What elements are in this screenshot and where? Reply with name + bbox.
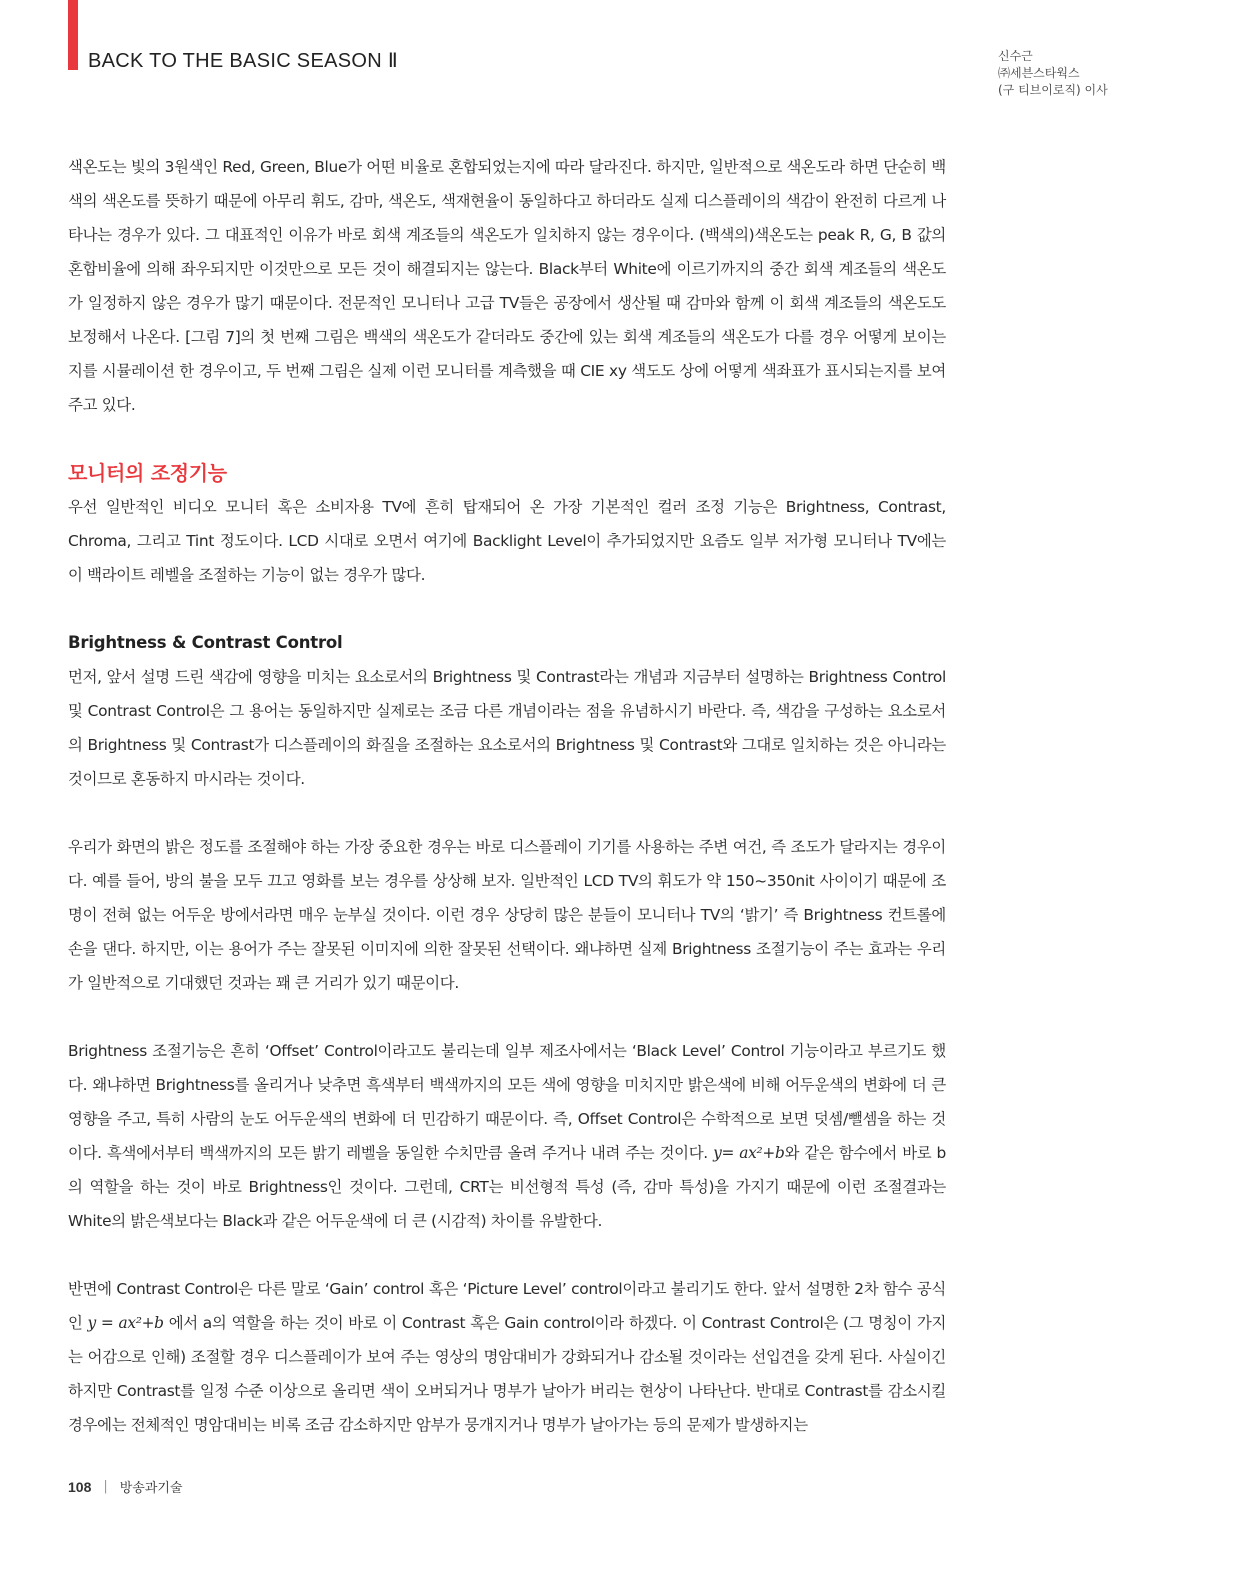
formula: y= ax²+b [713, 1144, 785, 1162]
brightness-contrast-paragraph-3 [68, 1034, 946, 1238]
intro-paragraph: 색온도는 빛의 3원색인 Red, Green, Blue가 어떤 비율로 혼합되었는지에 따라 달라진다. 하지만, 일반적으로 색온도라 하면 단순히 백색의 색온도를 뜻하기 때문에 아무리 휘도, 감마, 색온도, 색재현율이 동일하다고 하더라도 실제 디스플레이의 색감이 완전히 다르게 나타나는 경우가 있다. 그 대표적인 이유가 바로 회색 계조들의 색온도가 일치하지 않는 경우이다. (백색의)색온도는 peak R, G, B 값의 혼합비율에 의해 좌우되지만 이것만으로 모든 것이 해결되지는 않는다. Black부터 White에 이르기까지의 중간 회색 계조들의 색온도가 일정하지 않은 경우가 많기 때문이다. 전문적인 모니터나 고급 TV들은 공장에서 생산될 때 감마와 함께 이 회색 계조들의 색온도도 보정해서 나온다. [그림 7]의 첫 번째 그림은 백색의 색온도가 같더라도 중간에 있는 회색 계조들의 색온도가 다를 경우 어떻게 보이는 지를 시뮬레이션 한 경우이고, 두 번째 그림은 실제 이런 모니터를 계측했을 때 CIE xy 색도도 상에 어떻게 색좌표가 표시되는지를 보여 주고 있다. [68, 158, 946, 414]
paragraph-text: 에서 a의 역할을 하는 것이 바로 이 Contrast 혹은 Gain control이라 하겠다. 이 Contrast Control은 (그 명칭이 가지는 어감으로 인해) 조절할 경우 디스플레이가 보여 주는 영상의 명암대비가 강화되거나 감소될 것이라는 선입견을 갖게 된다. 사실이긴 하지만 Contrast를 일정 수준 이상으로 올리면 색이 오버되거나 명부가 날아가 버리는 현상이 나타난다. 반대로 Contrast를 감소시킬 경우에는 전체적인 명암대비는 비록 조금 감소하지만 암부가 뭉개지거나 명부가 날아가는 등의 문제가 발생하지는 [68, 1314, 947, 1434]
series-title: BACK TO THE BASIC SEASON Ⅱ [88, 50, 398, 72]
article-body [68, 150, 946, 1442]
author-name: 신수근 [998, 49, 1033, 63]
page-number: 108 [68, 1478, 92, 1495]
subsection-title: Brightness & Contrast Control [68, 633, 343, 652]
brightness-contrast-paragraph-1: 먼저, 앞서 설명 드린 색감에 영향을 미치는 요소로서의 Brightness 및 Contrast라는 개념과 지금부터 설명하는 Brightness Control 및 Contrast Control은 그 용어는 동일하지만 실제로는 조금 다른 개념이라는 점을 유념하시기 바란다. 즉, 색감을 구성하는 요소로서의 Brightness 및 Contrast가 디스플레이의 화질을 조절하는 요소로서의 Brightness 및 Contrast와 그대로 일치하는 것은 아니라는 것이므로 혼동하지 마시라는 것이다. [68, 668, 946, 788]
author-company: ㈜세븐스타웍스 [998, 66, 1080, 80]
section-intro-paragraph: 우선 일반적인 비디오 모니터 혹은 소비자용 TV에 흔히 탑재되어 온 가장 기본적인 컬러 조정 기능은 Brightness, Contrast, Chroma, 그리고 Tint 정도이다. LCD 시대로 오면서 여기에 Backlight Level이 추가되었지만 요즘도 일부 저가형 모니터나 TV에는 이 백라이트 레벨을 조절하는 기능이 없는 경우가 많다. [68, 498, 946, 584]
formula: y = ax²+b [87, 1314, 164, 1332]
page-footer [68, 1477, 183, 1496]
author-role: (구 티브이로직) 이사 [998, 83, 1108, 97]
paragraph-text: 반면에 Contrast Control은 다른 말로 ‘Gain’ control 혹은 ‘Picture Level’ control이라고 불리기도 한다. 앞서 설명한 2차 함수 공식인 [68, 1280, 946, 1332]
publication-name: 방송과기술 [119, 1481, 183, 1496]
brightness-contrast-paragraph-2: 우리가 화면의 밝은 정도를 조절해야 하는 가장 중요한 경우는 바로 디스플레이 기기를 사용하는 주변 여건, 즉 조도가 달라지는 경우이다. 예를 들어, 방의 불을 모두 끄고 영화를 보는 경우를 상상해 보자. 일반적인 LCD TV의 휘도가 약 150~350nit 사이이기 때문에 조명이 전혀 없는 어두운 방에서라면 매우 눈부실 것이다. 이런 경우 상당히 많은 분들이 모니터나 TV의 ‘밝기’ 즉 Brightness 컨트롤에 손을 댄다. 하지만, 이는 용어가 주는 잘못된 이미지에 의한 잘못된 선택이다. 왜냐하면 실제 Brightness 조절기능이 주는 효과는 우리가 일반적으로 기대했던 것과는 꽤 큰 거리가 있기 때문이다. [68, 838, 947, 992]
accent-bar [68, 0, 78, 70]
footer-separator: | [103, 1479, 108, 1494]
paragraph-text: Brightness 조절기능은 흔히 ‘Offset’ Control이라고도 불리는데 일부 제조사에서는 ‘Black Level’ Control 기능이라고 부르기도 했다. 왜냐하면 Brightness를 올리거나 낮추면 흑색부터 백색까지의 모든 색에 영향을 미치지만 밝은색에 비해 어두운색의 변화에 더 큰 영향을 주고, 특히 사람의 눈도 어두운색의 변화에 더 민감하기 때문이다. 즉, Offset Control은 수학적으로 보면 덧셈/뺄셈을 하는 것이다. 흑색에서부터 백색까지의 모든 밝기 레벨을 동일한 수치만큼 올려 주거나 내려 주는 것이다. [68, 1042, 946, 1162]
brightness-contrast-paragraph-4 [68, 1272, 946, 1442]
paragraph-text: 와 같은 함수에서 바로 b의 역할을 하는 것이 바로 Brightness인 것이다. 그런데, CRT는 비선형적 특성 (즉, 감마 특성)을 가지기 때문에 이런 조절결과는 White의 밝은색보다는 Black과 같은 어두운색에 더 큰 (시감적) 차이를 유발한다. [68, 1144, 947, 1230]
author-info [998, 48, 1108, 99]
section-title: 모니터의 조정기능 [68, 461, 227, 485]
